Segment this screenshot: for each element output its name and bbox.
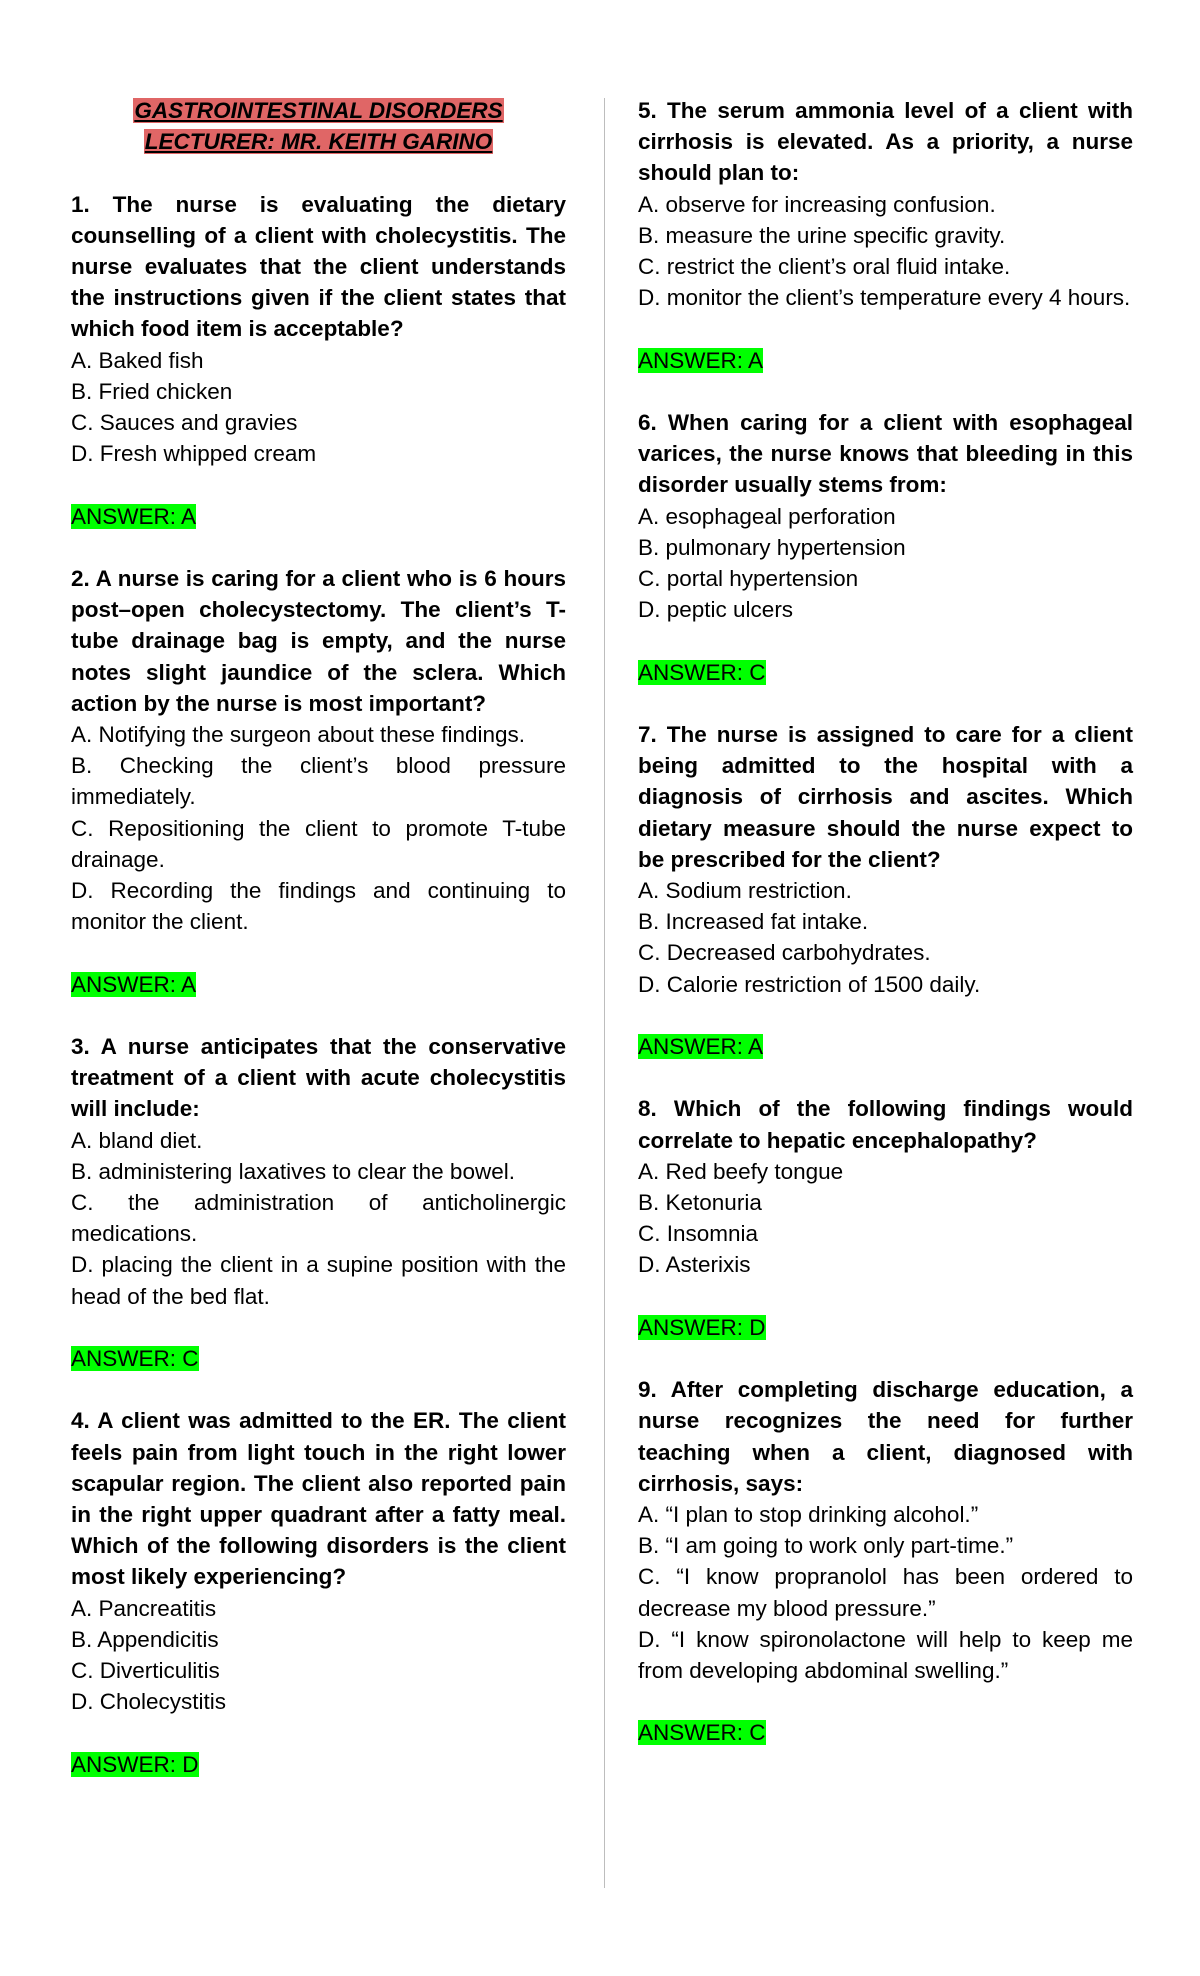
answer-option: D. Recording the findings and continuing to monitor the client.	[71, 878, 566, 935]
question-7	[638, 719, 1133, 1062]
question-9	[638, 1374, 1133, 1748]
question-stem: 6. When caring for a client with esophageal varices, the nurse knows that bleeding in this disorder usually stems from:	[638, 410, 1133, 498]
question-6	[638, 407, 1133, 688]
answer-key: ANSWER: C	[638, 1720, 766, 1746]
answer-option: A. Notifying the surgeon about these findings.	[71, 722, 526, 748]
answer-option: D. monitor the client’s temperature every 4 hours.	[638, 285, 1131, 311]
right-column	[638, 95, 1133, 1780]
question-stem: 2. A nurse is caring for a client who is 6 hours post–open cholecystectomy. The client’s T-tube drainage bag is empty, and the nurse notes slight jaundice of the sclera. Which action by the nurse is most important?	[71, 566, 566, 716]
answer-option: B. Appendicitis	[71, 1626, 219, 1652]
question-stem: 8. Which of the following findings would correlate to hepatic encephalopathy?	[638, 1096, 1133, 1153]
answer-option: A. Pancreatitis	[71, 1595, 217, 1621]
question-1	[71, 189, 566, 532]
question-stem: 4. A client was admitted to the ER. The client feels pain from light touch in the right lower scapular region. The client also reported pain in the right upper quadrant after a fatty meal. Which of the following disorders is the client most likely experiencing?	[71, 1408, 566, 1590]
question-5	[638, 95, 1133, 376]
question-3	[71, 1031, 566, 1374]
answer-option: D. “I know spironolactone will help to keep me from developing abdominal swelling.”	[638, 1626, 1133, 1684]
answer-option: D. placing the client in a supine position with the head of the bed flat.	[71, 1252, 566, 1309]
answer-option: C. restrict the client’s oral fluid intake.	[638, 254, 1011, 280]
answer-option: B. Increased fat intake.	[638, 909, 869, 935]
answer-option: C. the administration of anticholinergic medications.	[71, 1190, 566, 1247]
answer-key: ANSWER: C	[638, 659, 766, 685]
answer-option: A. Baked fish	[71, 347, 204, 373]
answer-key: ANSWER: A	[638, 347, 764, 373]
question-stem: 9. After completing discharge education, a nurse recognizes the need for further teaching when a client, diagnosed with cirrhosis, says:	[638, 1377, 1133, 1496]
lecturer-line: LECTURER: MR. KEITH GARINO	[144, 129, 493, 155]
answer-option: C. Repositioning the client to promote T-tube drainage.	[71, 815, 566, 872]
answer-key: ANSWER: A	[71, 971, 197, 997]
answer-option: C. portal hypertension	[638, 566, 859, 592]
answer-option: B. Fried chicken	[71, 378, 233, 404]
answer-key: ANSWER: A	[71, 503, 197, 529]
answer-option: D. Fresh whipped cream	[71, 441, 317, 467]
answer-key: ANSWER: D	[638, 1314, 766, 1340]
answer-option: B. pulmonary hypertension	[638, 534, 906, 560]
answer-key: ANSWER: A	[638, 1034, 764, 1060]
question-stem: 5. The serum ammonia level of a client with cirrhosis is elevated. As a priority, a nurse should plan to:	[638, 98, 1133, 186]
answer-option: D. peptic ulcers	[638, 597, 794, 623]
answer-option: A. observe for increasing confusion.	[638, 191, 996, 217]
answer-option: C. Diverticulitis	[71, 1658, 220, 1684]
document-title: GASTROINTESTINAL DISORDERS	[134, 98, 503, 123]
question-stem: 1. The nurse is evaluating the dietary counselling of a client with cholecystitis. The nurse evaluates that the client understands the instructions given if the client states that which food item is acceptable?	[71, 191, 566, 342]
answer-option: A. Sodium restriction.	[638, 878, 852, 904]
question-8	[638, 1093, 1133, 1343]
document-header	[71, 95, 566, 157]
column-divider	[604, 98, 605, 1888]
answer-key: ANSWER: D	[71, 1751, 199, 1777]
answer-option: A. Red beefy tongue	[638, 1158, 844, 1184]
question-stem: 7. The nurse is assigned to care for a client being admitted to the hospital with a diagnosis of cirrhosis and ascites. Which dietary measure should the nurse expect to be prescribed for the client?	[638, 722, 1133, 872]
question-4	[71, 1405, 566, 1779]
answer-option: A. “I plan to stop drinking alcohol.”	[638, 1502, 979, 1528]
answer-option: C. Decreased carbohydrates.	[638, 940, 931, 966]
answer-option: A. esophageal perforation	[638, 503, 896, 529]
answer-option: A. bland diet.	[71, 1127, 203, 1153]
answer-option: C. Insomnia	[638, 1221, 759, 1247]
left-column	[71, 95, 566, 1811]
answer-option: B. Ketonuria	[638, 1190, 762, 1216]
answer-option: B. measure the urine specific gravity.	[638, 222, 1006, 248]
answer-option: D. Cholecystitis	[71, 1689, 227, 1715]
answer-option: B. administering laxatives to clear the bowel.	[71, 1158, 515, 1184]
answer-option: C. Sauces and gravies	[71, 410, 298, 436]
answer-option: C. “I know propranolol has been ordered to decrease my blood pressure.”	[638, 1564, 1133, 1621]
answer-option: D. Calorie restriction of 1500 daily.	[638, 971, 981, 997]
answer-option: D. Asterixis	[638, 1252, 751, 1278]
answer-key: ANSWER: C	[71, 1346, 199, 1372]
question-stem: 3. A nurse anticipates that the conservative treatment of a client with acute cholecystitis will include:	[71, 1034, 566, 1122]
answer-option: B. “I am going to work only part-time.”	[638, 1533, 1014, 1559]
question-2	[71, 563, 566, 1000]
answer-option: B. Checking the client’s blood pressure immediately.	[71, 753, 566, 810]
